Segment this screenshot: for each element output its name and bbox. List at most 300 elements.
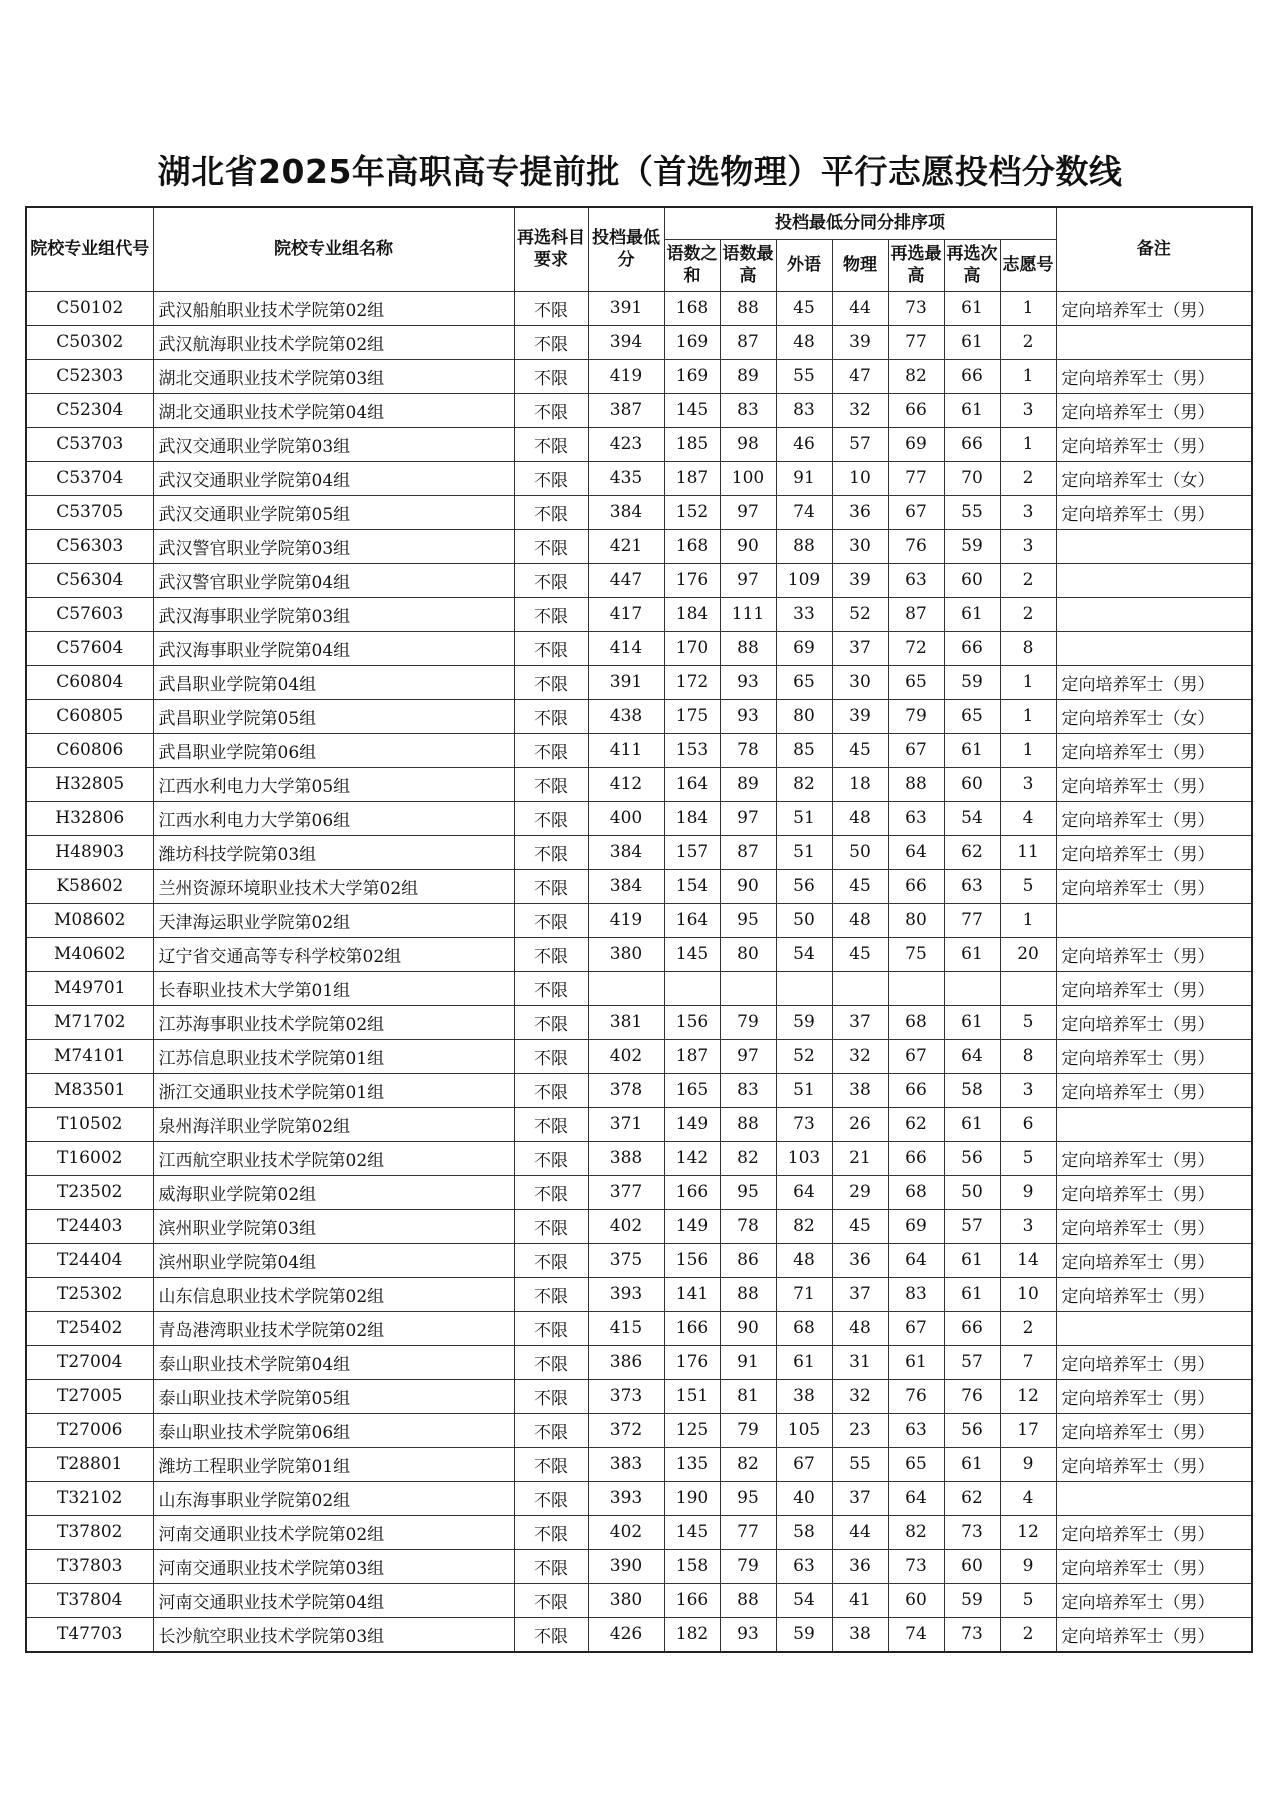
cell-reselect-second: 50 bbox=[944, 1175, 1000, 1209]
cell-code: T37802 bbox=[26, 1515, 153, 1549]
cell-physics: 45 bbox=[832, 733, 888, 767]
cell-name: 泰山职业技术学院第04组 bbox=[153, 1345, 514, 1379]
cell-preference-number: 8 bbox=[1000, 1039, 1056, 1073]
cell-reselect: 不限 bbox=[514, 937, 588, 971]
cell-name: 泉州海洋职业学院第02组 bbox=[153, 1107, 514, 1141]
cell-min-score: 380 bbox=[588, 937, 664, 971]
cell-chinese-math-sum: 184 bbox=[664, 597, 720, 631]
cell-chinese-math-max bbox=[720, 971, 776, 1005]
cell-name: 天津海运职业学院第02组 bbox=[153, 903, 514, 937]
cell-reselect: 不限 bbox=[514, 1413, 588, 1447]
cell-chinese-math-sum: 185 bbox=[664, 427, 720, 461]
cell-reselect-max bbox=[888, 971, 944, 1005]
cell-preference-number: 2 bbox=[1000, 1617, 1056, 1652]
cell-foreign-language: 63 bbox=[776, 1549, 832, 1583]
cell-reselect-second: 73 bbox=[944, 1617, 1000, 1652]
cell-name: 武汉海事职业学院第04组 bbox=[153, 631, 514, 665]
cell-reselect-max: 82 bbox=[888, 1515, 944, 1549]
cell-reselect: 不限 bbox=[514, 699, 588, 733]
cell-name: 潍坊科技学院第03组 bbox=[153, 835, 514, 869]
cell-reselect-max: 64 bbox=[888, 1243, 944, 1277]
cell-chinese-math-max: 79 bbox=[720, 1005, 776, 1039]
cell-chinese-math-max: 88 bbox=[720, 1107, 776, 1141]
cell-reselect: 不限 bbox=[514, 835, 588, 869]
cell-note: 定向培养军士（男） bbox=[1056, 1073, 1252, 1107]
cell-name: 泰山职业技术学院第06组 bbox=[153, 1413, 514, 1447]
cell-note: 定向培养军士（男） bbox=[1056, 393, 1252, 427]
cell-preference-number: 8 bbox=[1000, 631, 1056, 665]
cell-note: 定向培养军士（男） bbox=[1056, 1379, 1252, 1413]
cell-reselect-second bbox=[944, 971, 1000, 1005]
cell-name: 浙江交通职业技术学院第01组 bbox=[153, 1073, 514, 1107]
cell-preference-number: 1 bbox=[1000, 665, 1056, 699]
cell-chinese-math-sum: 154 bbox=[664, 869, 720, 903]
cell-physics: 30 bbox=[832, 529, 888, 563]
cell-physics: 38 bbox=[832, 1617, 888, 1652]
table-row bbox=[26, 699, 1252, 733]
cell-chinese-math-sum: 149 bbox=[664, 1107, 720, 1141]
cell-preference-number: 12 bbox=[1000, 1379, 1056, 1413]
cell-min-score: 384 bbox=[588, 835, 664, 869]
cell-code: C60805 bbox=[26, 699, 153, 733]
cell-foreign-language: 45 bbox=[776, 291, 832, 325]
cell-reselect-max: 83 bbox=[888, 1277, 944, 1311]
cell-code: T47703 bbox=[26, 1617, 153, 1652]
cell-physics bbox=[832, 971, 888, 1005]
cell-min-score: 411 bbox=[588, 733, 664, 767]
cell-name: 武汉警官职业学院第03组 bbox=[153, 529, 514, 563]
cell-reselect: 不限 bbox=[514, 427, 588, 461]
cell-min-score: 394 bbox=[588, 325, 664, 359]
cell-code: C56304 bbox=[26, 563, 153, 597]
table-row bbox=[26, 1209, 1252, 1243]
cell-reselect-max: 63 bbox=[888, 801, 944, 835]
cell-chinese-math-sum: 165 bbox=[664, 1073, 720, 1107]
cell-physics: 37 bbox=[832, 1005, 888, 1039]
cell-code: M71702 bbox=[26, 1005, 153, 1039]
cell-physics: 39 bbox=[832, 699, 888, 733]
cell-chinese-math-sum: 172 bbox=[664, 665, 720, 699]
cell-code: K58602 bbox=[26, 869, 153, 903]
cell-chinese-math-max: 95 bbox=[720, 903, 776, 937]
cell-chinese-math-sum: 187 bbox=[664, 461, 720, 495]
cell-reselect: 不限 bbox=[514, 1311, 588, 1345]
cell-reselect-second: 66 bbox=[944, 427, 1000, 461]
cell-foreign-language: 33 bbox=[776, 597, 832, 631]
header-code: 院校专业组代号 bbox=[26, 207, 153, 291]
cell-min-score: 412 bbox=[588, 767, 664, 801]
cell-reselect: 不限 bbox=[514, 1107, 588, 1141]
cell-min-score: 423 bbox=[588, 427, 664, 461]
cell-foreign-language: 59 bbox=[776, 1005, 832, 1039]
cell-preference-number: 3 bbox=[1000, 495, 1056, 529]
cell-chinese-math-max: 79 bbox=[720, 1549, 776, 1583]
cell-foreign-language: 50 bbox=[776, 903, 832, 937]
header-min-score: 投档最低分 bbox=[588, 207, 664, 291]
cell-reselect-max: 63 bbox=[888, 1413, 944, 1447]
cell-chinese-math-max: 87 bbox=[720, 835, 776, 869]
cell-note: 定向培养军士（男） bbox=[1056, 937, 1252, 971]
cell-chinese-math-max: 90 bbox=[720, 1311, 776, 1345]
cell-min-score: 375 bbox=[588, 1243, 664, 1277]
cell-name: 河南交通职业技术学院第04组 bbox=[153, 1583, 514, 1617]
cell-physics: 39 bbox=[832, 325, 888, 359]
header-chinese-math-max: 语数最高 bbox=[720, 239, 776, 291]
cell-chinese-math-max: 97 bbox=[720, 1039, 776, 1073]
cell-reselect-second: 66 bbox=[944, 631, 1000, 665]
cell-preference-number: 2 bbox=[1000, 1311, 1056, 1345]
cell-chinese-math-max: 82 bbox=[720, 1447, 776, 1481]
cell-reselect-second: 57 bbox=[944, 1345, 1000, 1379]
cell-chinese-math-max: 90 bbox=[720, 869, 776, 903]
cell-foreign-language: 85 bbox=[776, 733, 832, 767]
cell-note bbox=[1056, 631, 1252, 665]
header-preference-number: 志愿号 bbox=[1000, 239, 1056, 291]
cell-name: 江西水利电力大学第06组 bbox=[153, 801, 514, 835]
cell-reselect-second: 61 bbox=[944, 597, 1000, 631]
cell-preference-number: 3 bbox=[1000, 529, 1056, 563]
table-row bbox=[26, 1447, 1252, 1481]
table-row bbox=[26, 1345, 1252, 1379]
cell-note: 定向培养军士（男） bbox=[1056, 1583, 1252, 1617]
cell-reselect-second: 57 bbox=[944, 1209, 1000, 1243]
cell-reselect-max: 66 bbox=[888, 1073, 944, 1107]
cell-min-score: 447 bbox=[588, 563, 664, 597]
cell-code: C50302 bbox=[26, 325, 153, 359]
cell-chinese-math-max: 80 bbox=[720, 937, 776, 971]
cell-physics: 47 bbox=[832, 359, 888, 393]
cell-name: 武汉警官职业学院第04组 bbox=[153, 563, 514, 597]
cell-physics: 44 bbox=[832, 291, 888, 325]
cell-preference-number: 4 bbox=[1000, 1481, 1056, 1515]
cell-chinese-math-sum: 187 bbox=[664, 1039, 720, 1073]
table-row bbox=[26, 767, 1252, 801]
cell-code: T24404 bbox=[26, 1243, 153, 1277]
cell-chinese-math-max: 91 bbox=[720, 1345, 776, 1379]
cell-min-score: 415 bbox=[588, 1311, 664, 1345]
cell-foreign-language bbox=[776, 971, 832, 1005]
cell-min-score: 388 bbox=[588, 1141, 664, 1175]
table-row bbox=[26, 1005, 1252, 1039]
cell-note bbox=[1056, 903, 1252, 937]
table-row bbox=[26, 1481, 1252, 1515]
cell-reselect: 不限 bbox=[514, 971, 588, 1005]
cell-chinese-math-sum: 152 bbox=[664, 495, 720, 529]
cell-code: M83501 bbox=[26, 1073, 153, 1107]
cell-foreign-language: 71 bbox=[776, 1277, 832, 1311]
cell-foreign-language: 80 bbox=[776, 699, 832, 733]
cell-foreign-language: 82 bbox=[776, 1209, 832, 1243]
cell-chinese-math-sum: 170 bbox=[664, 631, 720, 665]
cell-chinese-math-max: 100 bbox=[720, 461, 776, 495]
table-row bbox=[26, 461, 1252, 495]
cell-chinese-math-sum: 190 bbox=[664, 1481, 720, 1515]
cell-reselect: 不限 bbox=[514, 903, 588, 937]
cell-physics: 39 bbox=[832, 563, 888, 597]
cell-min-score: 426 bbox=[588, 1617, 664, 1652]
cell-chinese-math-sum bbox=[664, 971, 720, 1005]
cell-name: 武汉交通职业学院第05组 bbox=[153, 495, 514, 529]
table-body bbox=[26, 291, 1252, 1652]
cell-foreign-language: 48 bbox=[776, 325, 832, 359]
cell-physics: 48 bbox=[832, 903, 888, 937]
cell-note: 定向培养军士（男） bbox=[1056, 971, 1252, 1005]
cell-physics: 37 bbox=[832, 631, 888, 665]
cell-reselect: 不限 bbox=[514, 1549, 588, 1583]
cell-name: 青岛港湾职业技术学院第02组 bbox=[153, 1311, 514, 1345]
table-row bbox=[26, 1549, 1252, 1583]
cell-reselect-max: 77 bbox=[888, 325, 944, 359]
cell-reselect-max: 66 bbox=[888, 1141, 944, 1175]
cell-chinese-math-max: 88 bbox=[720, 1583, 776, 1617]
cell-min-score: 414 bbox=[588, 631, 664, 665]
cell-reselect: 不限 bbox=[514, 1141, 588, 1175]
cell-reselect-max: 66 bbox=[888, 869, 944, 903]
cell-reselect-max: 60 bbox=[888, 1583, 944, 1617]
cell-code: M40602 bbox=[26, 937, 153, 971]
cell-foreign-language: 51 bbox=[776, 801, 832, 835]
cell-physics: 37 bbox=[832, 1277, 888, 1311]
cell-reselect-max: 67 bbox=[888, 733, 944, 767]
cell-min-score: 393 bbox=[588, 1481, 664, 1515]
cell-min-score: 400 bbox=[588, 801, 664, 835]
cell-reselect: 不限 bbox=[514, 325, 588, 359]
cell-physics: 26 bbox=[832, 1107, 888, 1141]
cell-chinese-math-sum: 145 bbox=[664, 1515, 720, 1549]
cell-reselect-second: 60 bbox=[944, 1549, 1000, 1583]
cell-name: 武汉交通职业学院第03组 bbox=[153, 427, 514, 461]
cell-reselect: 不限 bbox=[514, 1515, 588, 1549]
cell-physics: 36 bbox=[832, 1549, 888, 1583]
cell-min-score: 391 bbox=[588, 291, 664, 325]
cell-name: 潍坊工程职业学院第01组 bbox=[153, 1447, 514, 1481]
cell-code: T28801 bbox=[26, 1447, 153, 1481]
cell-min-score: 386 bbox=[588, 1345, 664, 1379]
cell-name: 河南交通职业技术学院第03组 bbox=[153, 1549, 514, 1583]
cell-preference-number: 17 bbox=[1000, 1413, 1056, 1447]
cell-code: H32805 bbox=[26, 767, 153, 801]
cell-physics: 36 bbox=[832, 1243, 888, 1277]
cell-preference-number: 5 bbox=[1000, 869, 1056, 903]
cell-min-score: 393 bbox=[588, 1277, 664, 1311]
cell-note: 定向培养军士（男） bbox=[1056, 427, 1252, 461]
cell-preference-number: 12 bbox=[1000, 1515, 1056, 1549]
cell-min-score: 438 bbox=[588, 699, 664, 733]
cell-reselect: 不限 bbox=[514, 529, 588, 563]
cell-physics: 52 bbox=[832, 597, 888, 631]
cell-name: 山东信息职业技术学院第02组 bbox=[153, 1277, 514, 1311]
table-row bbox=[26, 801, 1252, 835]
cell-physics: 23 bbox=[832, 1413, 888, 1447]
table-row bbox=[26, 1141, 1252, 1175]
cell-chinese-math-sum: 153 bbox=[664, 733, 720, 767]
table-row bbox=[26, 665, 1252, 699]
cell-name: 长沙航空职业技术学院第03组 bbox=[153, 1617, 514, 1652]
cell-note: 定向培养军士（女） bbox=[1056, 699, 1252, 733]
cell-chinese-math-sum: 151 bbox=[664, 1379, 720, 1413]
cell-reselect-max: 82 bbox=[888, 359, 944, 393]
table-row bbox=[26, 903, 1252, 937]
cell-name: 辽宁省交通高等专科学校第02组 bbox=[153, 937, 514, 971]
cell-note bbox=[1056, 597, 1252, 631]
cell-reselect: 不限 bbox=[514, 1209, 588, 1243]
cell-min-score: 384 bbox=[588, 869, 664, 903]
cell-name: 武昌职业学院第06组 bbox=[153, 733, 514, 767]
cell-reselect-second: 62 bbox=[944, 835, 1000, 869]
cell-preference-number: 2 bbox=[1000, 597, 1056, 631]
cell-chinese-math-sum: 166 bbox=[664, 1311, 720, 1345]
cell-reselect: 不限 bbox=[514, 801, 588, 835]
cell-code: T23502 bbox=[26, 1175, 153, 1209]
cell-name: 江西水利电力大学第05组 bbox=[153, 767, 514, 801]
cell-chinese-math-sum: 182 bbox=[664, 1617, 720, 1652]
header-physics: 物理 bbox=[832, 239, 888, 291]
cell-chinese-math-sum: 168 bbox=[664, 529, 720, 563]
table-row bbox=[26, 1277, 1252, 1311]
cell-physics: 18 bbox=[832, 767, 888, 801]
cell-foreign-language: 55 bbox=[776, 359, 832, 393]
cell-reselect-second: 66 bbox=[944, 1311, 1000, 1345]
cell-note: 定向培养军士（男） bbox=[1056, 1617, 1252, 1652]
cell-physics: 32 bbox=[832, 1379, 888, 1413]
cell-code: C56303 bbox=[26, 529, 153, 563]
cell-physics: 38 bbox=[832, 1073, 888, 1107]
cell-preference-number: 3 bbox=[1000, 767, 1056, 801]
cell-reselect: 不限 bbox=[514, 1277, 588, 1311]
cell-foreign-language: 51 bbox=[776, 1073, 832, 1107]
cell-physics: 30 bbox=[832, 665, 888, 699]
cell-min-score: 371 bbox=[588, 1107, 664, 1141]
table-row bbox=[26, 971, 1252, 1005]
cell-foreign-language: 56 bbox=[776, 869, 832, 903]
cell-code: M74101 bbox=[26, 1039, 153, 1073]
cell-chinese-math-sum: 175 bbox=[664, 699, 720, 733]
cell-physics: 10 bbox=[832, 461, 888, 495]
header-name: 院校专业组名称 bbox=[153, 207, 514, 291]
cell-code: C50102 bbox=[26, 291, 153, 325]
cell-reselect-max: 72 bbox=[888, 631, 944, 665]
cell-foreign-language: 74 bbox=[776, 495, 832, 529]
cell-physics: 37 bbox=[832, 1481, 888, 1515]
cell-chinese-math-max: 78 bbox=[720, 1209, 776, 1243]
table-row bbox=[26, 1039, 1252, 1073]
cell-chinese-math-max: 83 bbox=[720, 393, 776, 427]
cell-chinese-math-max: 93 bbox=[720, 1617, 776, 1652]
cell-chinese-math-sum: 169 bbox=[664, 359, 720, 393]
cell-name: 滨州职业学院第03组 bbox=[153, 1209, 514, 1243]
cell-preference-number: 5 bbox=[1000, 1141, 1056, 1175]
cell-chinese-math-sum: 149 bbox=[664, 1209, 720, 1243]
cell-min-score: 383 bbox=[588, 1447, 664, 1481]
cell-name: 河南交通职业技术学院第02组 bbox=[153, 1515, 514, 1549]
cell-preference-number: 4 bbox=[1000, 801, 1056, 835]
cell-chinese-math-max: 81 bbox=[720, 1379, 776, 1413]
cell-foreign-language: 38 bbox=[776, 1379, 832, 1413]
cell-chinese-math-max: 98 bbox=[720, 427, 776, 461]
cell-name: 山东海事职业学院第02组 bbox=[153, 1481, 514, 1515]
cell-note: 定向培养军士（男） bbox=[1056, 1209, 1252, 1243]
cell-chinese-math-sum: 176 bbox=[664, 1345, 720, 1379]
cell-chinese-math-max: 88 bbox=[720, 631, 776, 665]
cell-foreign-language: 67 bbox=[776, 1447, 832, 1481]
table-row bbox=[26, 1413, 1252, 1447]
cell-physics: 31 bbox=[832, 1345, 888, 1379]
cell-reselect-max: 76 bbox=[888, 1379, 944, 1413]
cell-reselect-second: 63 bbox=[944, 869, 1000, 903]
cell-preference-number: 5 bbox=[1000, 1583, 1056, 1617]
cell-name: 武汉航海职业技术学院第02组 bbox=[153, 325, 514, 359]
cell-reselect-second: 61 bbox=[944, 733, 1000, 767]
cell-reselect: 不限 bbox=[514, 291, 588, 325]
cell-preference-number: 9 bbox=[1000, 1549, 1056, 1583]
table-row bbox=[26, 597, 1252, 631]
cell-min-score: 387 bbox=[588, 393, 664, 427]
cell-reselect-max: 75 bbox=[888, 937, 944, 971]
table-row bbox=[26, 1515, 1252, 1549]
cell-physics: 50 bbox=[832, 835, 888, 869]
cell-min-score: 421 bbox=[588, 529, 664, 563]
cell-foreign-language: 59 bbox=[776, 1617, 832, 1652]
cell-note bbox=[1056, 1107, 1252, 1141]
cell-note: 定向培养军士（男） bbox=[1056, 1515, 1252, 1549]
cell-code: C57604 bbox=[26, 631, 153, 665]
cell-chinese-math-max: 79 bbox=[720, 1413, 776, 1447]
cell-reselect-max: 73 bbox=[888, 291, 944, 325]
cell-foreign-language: 82 bbox=[776, 767, 832, 801]
cell-note bbox=[1056, 1481, 1252, 1515]
cell-preference-number: 9 bbox=[1000, 1447, 1056, 1481]
cell-code: H48903 bbox=[26, 835, 153, 869]
table-row bbox=[26, 325, 1252, 359]
cell-chinese-math-sum: 166 bbox=[664, 1583, 720, 1617]
header-foreign-language: 外语 bbox=[776, 239, 832, 291]
table-row bbox=[26, 1583, 1252, 1617]
cell-chinese-math-sum: 145 bbox=[664, 937, 720, 971]
cell-name: 武汉交通职业学院第04组 bbox=[153, 461, 514, 495]
cell-chinese-math-sum: 164 bbox=[664, 767, 720, 801]
cell-reselect-max: 76 bbox=[888, 529, 944, 563]
cell-name: 武汉船舶职业技术学院第02组 bbox=[153, 291, 514, 325]
table-row bbox=[26, 835, 1252, 869]
table-row bbox=[26, 1617, 1252, 1652]
cell-physics: 45 bbox=[832, 1209, 888, 1243]
cell-name: 滨州职业学院第04组 bbox=[153, 1243, 514, 1277]
cell-reselect: 不限 bbox=[514, 461, 588, 495]
cell-reselect: 不限 bbox=[514, 767, 588, 801]
cell-reselect: 不限 bbox=[514, 597, 588, 631]
cell-physics: 36 bbox=[832, 495, 888, 529]
cell-physics: 48 bbox=[832, 1311, 888, 1345]
cell-chinese-math-sum: 125 bbox=[664, 1413, 720, 1447]
cell-name: 泰山职业技术学院第05组 bbox=[153, 1379, 514, 1413]
table-row bbox=[26, 1175, 1252, 1209]
table-row bbox=[26, 1107, 1252, 1141]
cell-code: T37803 bbox=[26, 1549, 153, 1583]
cell-reselect-second: 61 bbox=[944, 291, 1000, 325]
cell-reselect: 不限 bbox=[514, 393, 588, 427]
cell-preference-number: 9 bbox=[1000, 1175, 1056, 1209]
table-row bbox=[26, 937, 1252, 971]
cell-reselect: 不限 bbox=[514, 869, 588, 903]
cell-foreign-language: 109 bbox=[776, 563, 832, 597]
cell-physics: 21 bbox=[832, 1141, 888, 1175]
cell-chinese-math-sum: 164 bbox=[664, 903, 720, 937]
cell-physics: 48 bbox=[832, 801, 888, 835]
cell-reselect-second: 61 bbox=[944, 1277, 1000, 1311]
table-row bbox=[26, 1073, 1252, 1107]
cell-preference-number: 1 bbox=[1000, 427, 1056, 461]
header-reselect-max: 再选最高 bbox=[888, 239, 944, 291]
